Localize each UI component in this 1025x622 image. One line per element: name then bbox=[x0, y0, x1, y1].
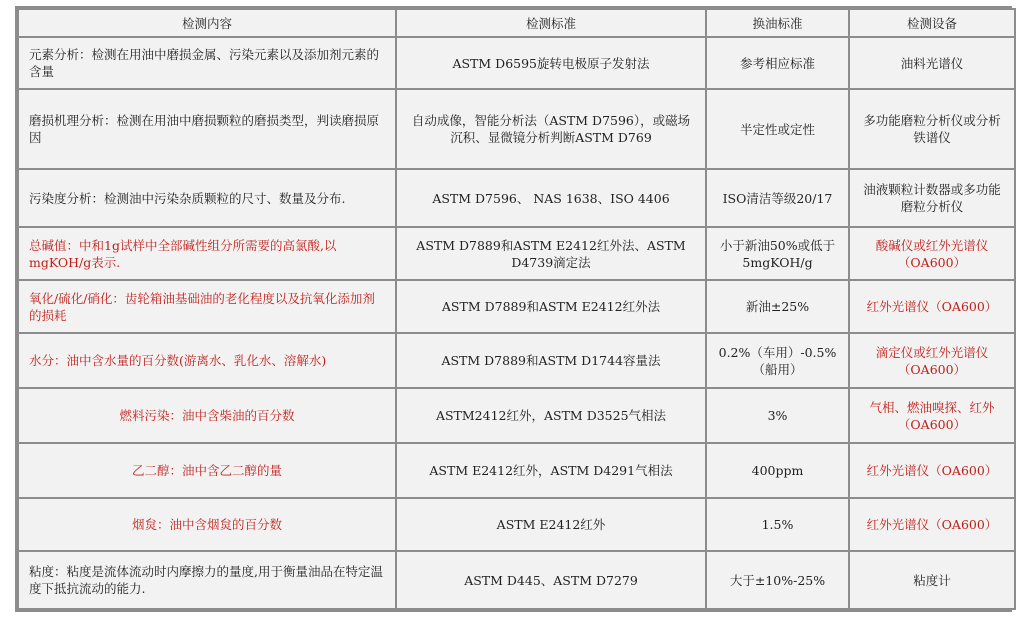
table-row bbox=[18, 498, 1015, 551]
table-row bbox=[18, 280, 1015, 333]
cell-oil-change-standard: 新油±25% bbox=[706, 280, 849, 333]
cell-oil-change-standard: 3% bbox=[706, 388, 849, 443]
cell-test-standard: ASTM D445、ASTM D7279 bbox=[396, 551, 706, 609]
cell-test-content: 污染度分析：检测油中污染杂质颗粒的尺寸、数量及分布. bbox=[18, 169, 396, 227]
cell-test-standard: ASTM D7889和ASTM D1744容量法 bbox=[396, 333, 706, 388]
header-test-content: 检测内容 bbox=[18, 9, 396, 37]
cell-test-content: 氧化/硫化/硝化：齿轮箱油基础油的老化程度以及抗氧化添加剂的损耗 bbox=[18, 280, 396, 333]
header-test-standard: 检测标准 bbox=[396, 9, 706, 37]
cell-oil-change-standard: 小于新油50%或低于5mgKOH/g bbox=[706, 227, 849, 280]
cell-oil-change-standard: 半定性或定性 bbox=[706, 89, 849, 169]
cell-oil-change-standard: 参考相应标准 bbox=[706, 37, 849, 89]
cell-oil-change-standard: 大于±10%-25% bbox=[706, 551, 849, 609]
header-row bbox=[18, 9, 1015, 37]
oil-analysis-table bbox=[17, 8, 1016, 610]
table-row bbox=[18, 551, 1015, 609]
cell-test-content: 燃料污染：油中含柴油的百分数 bbox=[18, 388, 396, 443]
cell-test-content: 乙二醇：油中含乙二醇的量 bbox=[18, 443, 396, 498]
cell-test-standard: ASTM2412红外，ASTM D3525气相法 bbox=[396, 388, 706, 443]
table-row bbox=[18, 169, 1015, 227]
cell-test-content: 水分：油中含水量的百分数(游离水、乳化水、溶解水) bbox=[18, 333, 396, 388]
cell-test-equipment: 红外光谱仪（OA600） bbox=[849, 280, 1015, 333]
table-row bbox=[18, 37, 1015, 89]
header-test-equipment: 检测设备 bbox=[849, 9, 1015, 37]
table-row bbox=[18, 227, 1015, 280]
cell-test-equipment: 红外光谱仪（OA600） bbox=[849, 443, 1015, 498]
cell-test-content: 烟炱：油中含烟炱的百分数 bbox=[18, 498, 396, 551]
cell-test-content: 总碱值：中和1g试样中全部碱性组分所需要的高氯酸,以mgKOH/g表示. bbox=[18, 227, 396, 280]
cell-test-standard: ASTM D7596、 NAS 1638、ISO 4406 bbox=[396, 169, 706, 227]
cell-test-equipment: 多功能磨粒分析仪或分析铁谱仪 bbox=[849, 89, 1015, 169]
cell-test-equipment: 油液颗粒计数器或多功能磨粒分析仪 bbox=[849, 169, 1015, 227]
cell-test-equipment: 油料光谱仪 bbox=[849, 37, 1015, 89]
cell-test-equipment: 红外光谱仪（OA600） bbox=[849, 498, 1015, 551]
cell-test-content: 元素分析：检测在用油中磨损金属、污染元素以及添加剂元素的含量 bbox=[18, 37, 396, 89]
cell-test-standard: ASTM E2412红外 bbox=[396, 498, 706, 551]
table-row bbox=[18, 443, 1015, 498]
cell-oil-change-standard: 400ppm bbox=[706, 443, 849, 498]
table-row bbox=[18, 388, 1015, 443]
cell-oil-change-standard: ISO清洁等级20/17 bbox=[706, 169, 849, 227]
table-row bbox=[18, 89, 1015, 169]
cell-test-content: 磨损机理分析：检测在用油中磨损颗粒的磨损类型，判读磨损原因 bbox=[18, 89, 396, 169]
cell-test-standard: ASTM D7889和ASTM E2412红外法、ASTM D4739滴定法 bbox=[396, 227, 706, 280]
cell-test-equipment: 酸碱仪或红外光谱仪（OA600） bbox=[849, 227, 1015, 280]
oil-analysis-table-frame bbox=[15, 6, 1012, 612]
table-row bbox=[18, 333, 1015, 388]
cell-oil-change-standard: 0.2%（车用）-0.5%（船用） bbox=[706, 333, 849, 388]
cell-test-equipment: 粘度计 bbox=[849, 551, 1015, 609]
cell-test-standard: ASTM E2412红外，ASTM D4291气相法 bbox=[396, 443, 706, 498]
cell-test-standard: ASTM D6595旋转电极原子发射法 bbox=[396, 37, 706, 89]
cell-oil-change-standard: 1.5% bbox=[706, 498, 849, 551]
cell-test-content: 粘度：粘度是流体流动时内摩擦力的量度,用于衡量油品在特定温度下抵抗流动的能力. bbox=[18, 551, 396, 609]
cell-test-equipment: 气相、燃油嗅探、红外（OA600） bbox=[849, 388, 1015, 443]
cell-test-equipment: 滴定仪或红外光谱仪（OA600） bbox=[849, 333, 1015, 388]
cell-test-standard: 自动成像，智能分析法（ASTM D7596），或磁场沉积、显微镜分析判断ASTM D769 bbox=[396, 89, 706, 169]
cell-test-standard: ASTM D7889和ASTM E2412红外法 bbox=[396, 280, 706, 333]
header-oil-change-standard: 换油标准 bbox=[706, 9, 849, 37]
